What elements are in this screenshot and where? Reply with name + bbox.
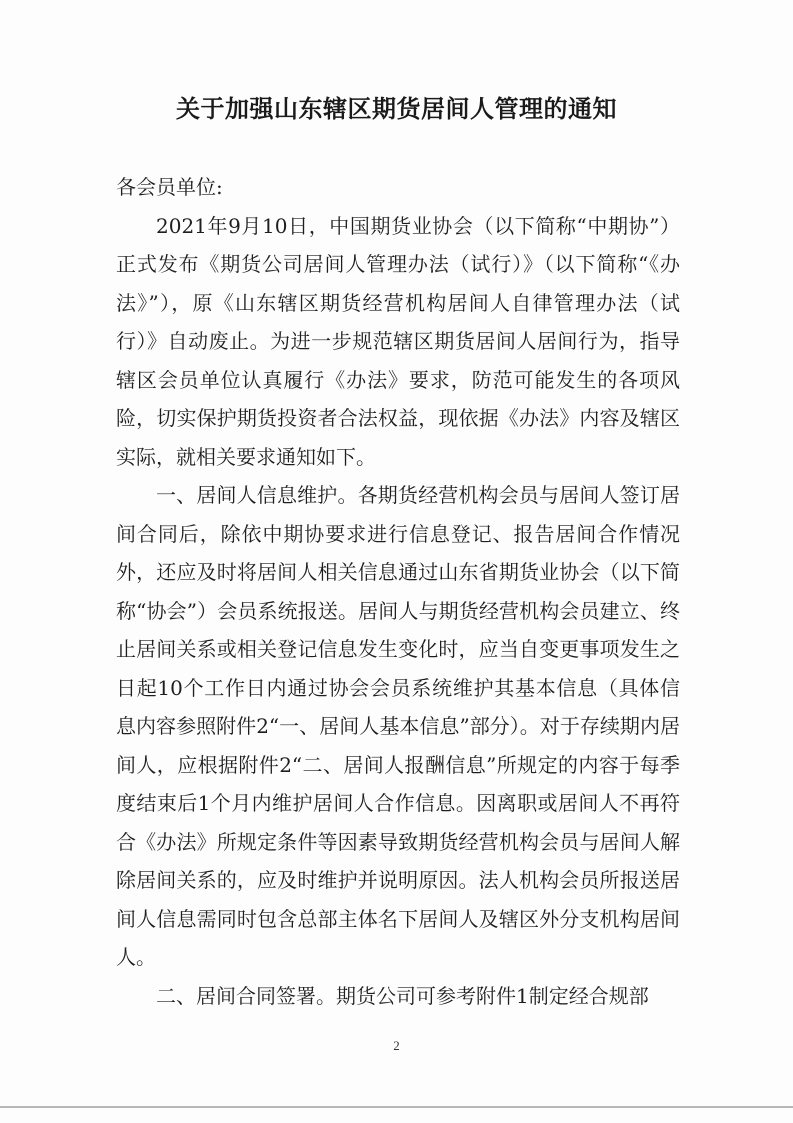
paragraph-section-2: 二、居间合同签署。期货公司可参考附件1制定经合规部 <box>156 983 649 1008</box>
paragraph-section-1: 一、居间人信息维护。各期货经营机构会员与居间人签订居间合同后，除依中期协要求进行信息登记、报告居间合作情况外，还应及时将居间人相关信息通过山东省期货业协会（以下简称“协会”）会员系统报送。居间人与期货经营机构会员建立、终止居间关系或相关登记信息发生变化时，应当自变更事项发生之日起10个工作日内通过协会会员系统维护其基本信息（具体信息内容参照附件2“一、居间人基本信息”部分）。对于存续期内居间人，应根据附件2“二、居间人报酬信息”所规定的内容于每季度结束后1个月内维护居间人合作信息。因离职或居间人不再符合《办法》所规定条件等因素导致期货经营机构会员与居间人解除居间关系的，应及时维护并说明原因。法人机构会员所报送居间人信息需同时包含总部主体名下居间人及辖区外分支机构居间人。 <box>116 483 680 969</box>
paragraph-intro: 2021年9月10日，中国期货业协会（以下简称“中期协”）正式发布《期货公司居间人管理办法（试行）》（以下简称“《办法》”），原《山东辖区期货经营机构居间人自律管理办法（试行）》自动废止。为进一步规范辖区期货居间人居间行为，指导辖区会员单位认真履行《办法》要求，防范可能发生的各项风险，切实保护期货投资者合法权益，现依据《办法》内容及辖区实际，就相关要求通知如下。 <box>116 213 680 469</box>
page-number: 2 <box>393 1038 400 1053</box>
salutation: 各会员单位: <box>116 175 223 199</box>
document-body <box>116 168 680 1015</box>
document-title: 关于加强山东辖区期货居间人管理的通知 <box>176 94 617 123</box>
scan-edge-line <box>0 1106 793 1108</box>
